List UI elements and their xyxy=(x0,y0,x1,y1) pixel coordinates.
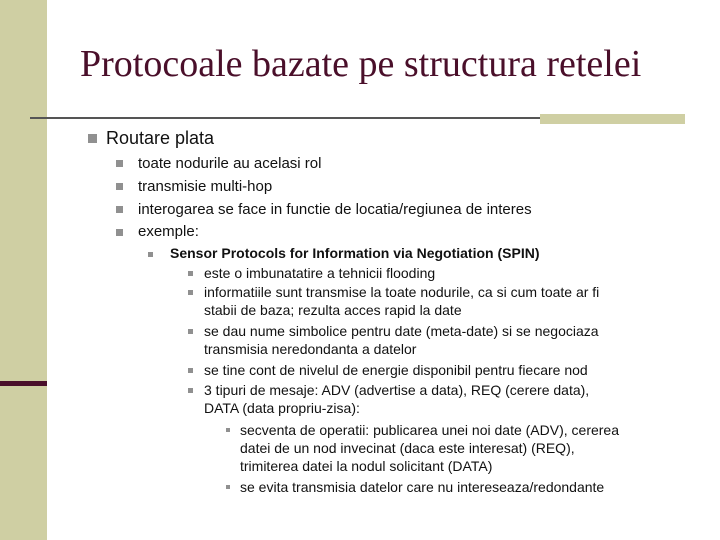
left-decorative-bar xyxy=(0,0,47,540)
square-bullet-icon xyxy=(116,160,123,167)
message-type-line: secventa de operatii: publicarea unei noi date (ADV), cererea xyxy=(240,422,619,438)
square-bullet-icon xyxy=(148,252,153,257)
spin-heading: Sensor Protocols for Information via Negotiation (SPIN) xyxy=(170,245,540,261)
bullet-item: interogarea se face in functie de locatia/regiunea de interes xyxy=(138,201,532,218)
square-bullet-icon xyxy=(116,183,123,190)
square-bullet-icon xyxy=(88,134,97,143)
spin-point-line: se dau nume simbolice pentru date (meta-date) si se negociaza xyxy=(204,323,599,339)
square-bullet-icon xyxy=(116,206,123,213)
bullet-item: transmisie multi-hop xyxy=(138,178,273,195)
spin-point-line: stabii de baza; rezulta acces rapid la date xyxy=(204,302,462,318)
left-accent-stripe xyxy=(0,381,47,386)
spin-point-line: DATA (data propriu-zisa): xyxy=(204,400,360,416)
spin-point-line: se tine cont de nivelul de energie disponibil pentru fiecare nod xyxy=(204,362,588,378)
square-bullet-icon xyxy=(188,329,193,334)
spin-point-line: este o imbunatatire a tehnicii flooding xyxy=(204,265,436,281)
square-bullet-icon xyxy=(188,290,193,295)
message-type-line: trimiterea datei la nodul solicitant (DATA) xyxy=(240,458,493,474)
title-divider-accent xyxy=(540,114,685,124)
spin-point-line: transmisia neredondanta a datelor xyxy=(204,341,417,357)
bullet-routare-plata: Routare plata xyxy=(106,128,215,148)
bullet-item: exemple: xyxy=(138,223,199,240)
spin-point-line: 3 tipuri de mesaje: ADV (advertise a data), REQ (cerere data), xyxy=(204,382,590,398)
square-bullet-icon xyxy=(188,271,193,276)
square-bullet-icon xyxy=(226,428,230,432)
spin-point-line: informatiile sunt transmise la toate nodurile, ca si cum toate ar fi xyxy=(204,284,600,300)
bullet-item: toate nodurile au acelasi rol xyxy=(138,155,322,172)
square-bullet-icon xyxy=(226,485,230,489)
slide-title: Protocoale bazate pe structura retelei xyxy=(80,43,642,85)
message-type-line: datei de un nod invecinat (daca este interesat) (REQ), xyxy=(240,440,575,456)
square-bullet-icon xyxy=(188,368,193,373)
message-type-line: se evita transmisia datelor care nu intereseaza/redondante xyxy=(240,479,605,495)
square-bullet-icon xyxy=(188,388,193,393)
square-bullet-icon xyxy=(116,229,123,236)
